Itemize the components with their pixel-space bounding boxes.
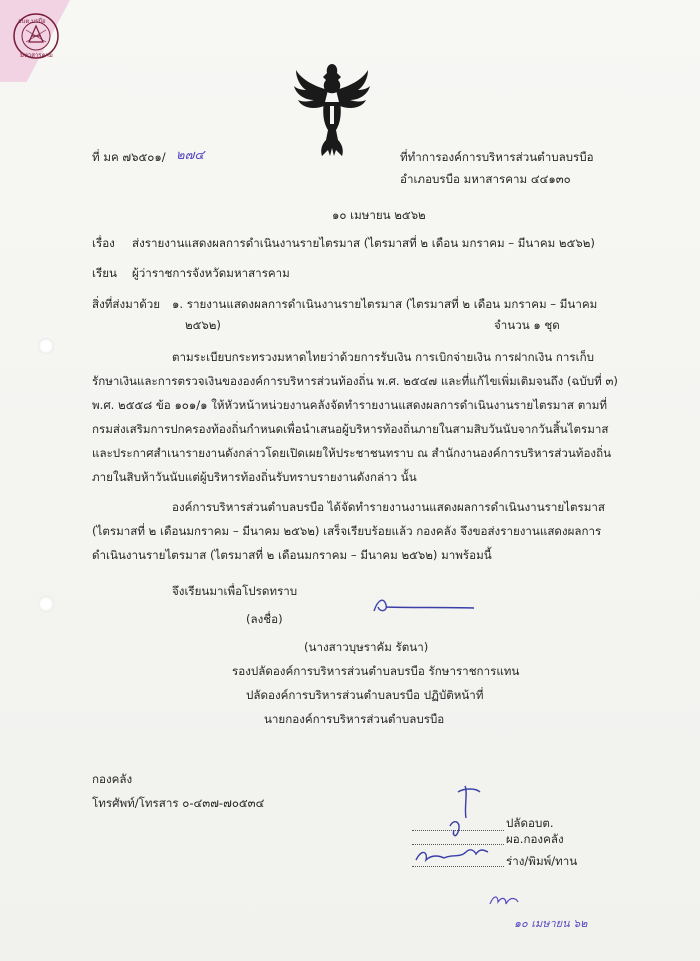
- body-paragraph1-line6: ภายในสิบห้าวันนับแต่ผู้บริหารท้องถิ่นรับทราบรายงานดังกล่าว นั้น: [92, 470, 417, 484]
- recipient-label: เรียน: [92, 266, 117, 280]
- signature-label: (ลงชื่อ): [246, 612, 283, 626]
- enclosure-quantity: จำนวน ๑ ชุด: [494, 318, 560, 332]
- subject-label: เรื่อง: [92, 236, 115, 250]
- body-paragraph2-line1: องค์การบริหารส่วนตำบลบรบือ ได้จัดทำรายงานงานแสดงผลการดำเนินงานรายไตรมาส: [172, 500, 605, 514]
- phone-fax: โทรศัพท์/โทรสาร ๐-๔๓๗-๗๐๕๓๔: [92, 796, 265, 810]
- body-paragraph2-line2: (ไตรมาสที่ ๒ เดือนมกราคม – มีนาคม ๒๕๖๒) เสร็จเรียบร้อยแล้ว กองคลัง จึงขอส่งรายงานแสดงผลการ: [92, 524, 602, 538]
- initial-label-finance-director: ผอ.กองคลัง: [506, 832, 564, 846]
- body-paragraph1-line3: พ.ศ. ๒๕๕๘ ข้อ ๑๐๑/๑ ให้หัวหน้าหน่วยงานคลังจัดทำรายงานแสดงผลการดำเนินงานรายไตรมาส ตามที่: [92, 398, 608, 412]
- document-date: ๑๐ เมษายน ๒๕๖๒: [332, 208, 426, 222]
- signer-title-line3: นายกองค์การบริหารส่วนตำบลบรบือ: [264, 712, 445, 726]
- handwritten-initials-bottom: [488, 890, 522, 910]
- department-name: กองคลัง: [92, 772, 133, 786]
- reference-number-handwritten: ๒๗๔: [176, 148, 205, 163]
- office-address-line2: อำเภอบรบือ มหาสารคาม ๔๔๑๓๐: [400, 172, 571, 186]
- body-paragraph2-line3: ดำเนินงานรายไตรมาส (ไตรมาสที่ ๒ เดือนมกราคม – มีนาคม ๒๕๖๒) มาพร้อมนี้: [92, 548, 492, 562]
- punch-hole-bottom: [38, 596, 54, 612]
- recipient-text: ผู้ว่าราชการจังหวัดมหาสารคาม: [132, 266, 290, 280]
- signer-name: (นางสาวบุษราคัม รัตนา): [304, 640, 429, 654]
- body-paragraph1-line5: และประกาศสำเนารายงานดังกล่าวโดยเปิดเผยให้ประชาชนทราบ ณ สำนักงานองค์การบริหารส่วนท้องถิ่น: [92, 446, 612, 460]
- body-paragraph1-line2: รักษาเงินและการตรวจเงินขององค์การบริหารส่วนท้องถิ่น พ.ศ. ๒๕๔๗ และที่แก้ไขเพิ่มเติมจนถึง (ฉบับที่ ๓): [92, 374, 618, 388]
- signer-title-line2: ปลัดองค์การบริหารส่วนตำบลบรบือ ปฏิบัติหน้าที่: [246, 688, 484, 702]
- office-address-line1: ที่ทำการองค์การบริหารส่วนตำบลบรบือ: [400, 150, 594, 164]
- closing-phrase: จึงเรียนมาเพื่อโปรดทราบ: [172, 584, 298, 598]
- initial-label-draft-print-review: ร่าง/พิมพ์/ทาน: [506, 854, 578, 868]
- handwritten-date: ๑๐ เมษายน ๖๒: [514, 917, 588, 930]
- enclosure-line1: ๑. รายงานแสดงผลการดำเนินงานรายไตรมาส (ไตรมาสที่ ๒ เดือน มกราคม – มีนาคม: [172, 297, 598, 311]
- reference-number: ที่ มค ๗๖๕๐๑/: [92, 150, 166, 164]
- enclosure-label: สิ่งที่ส่งมาด้วย: [92, 297, 161, 311]
- signer-title-line1: รองปลัดองค์การบริหารส่วนตำบลบรบือ รักษาราชการแทน: [232, 664, 520, 678]
- body-paragraph1-line4: กรมส่งเสริมการปกครองท้องถิ่นกำหนดเพื่อนำเสนอผู้บริหารท้องถิ่นภายในสามสิบวันนับจากวันสิ้นไตรมาส: [92, 422, 609, 436]
- subject-text: ส่งรายงานแสดงผลการดำเนินงานรายไตรมาส (ไตรมาสที่ ๒ เดือน มกราคม – มีนาคม ๒๕๖๒): [132, 236, 595, 250]
- enclosure-line2: ๒๕๖๒): [185, 318, 221, 332]
- punch-hole-top: [38, 338, 54, 354]
- stamp-bottom-text: มหาสารคาม: [20, 52, 53, 59]
- signature-scribble: [370, 595, 480, 619]
- initial-label-chief: ปลัดอบต.: [506, 816, 554, 830]
- stamp-top-text: อบต.บรบือ: [18, 18, 46, 25]
- initials-scribbles: [410, 778, 520, 873]
- body-paragraph1-line1: ตามระเบียบกระทรวงมหาดไทยว่าด้วยการรับเงิน การเบิกจ่ายเงิน การฝากเงิน การเก็บ: [172, 350, 594, 364]
- garuda-emblem: [292, 60, 372, 160]
